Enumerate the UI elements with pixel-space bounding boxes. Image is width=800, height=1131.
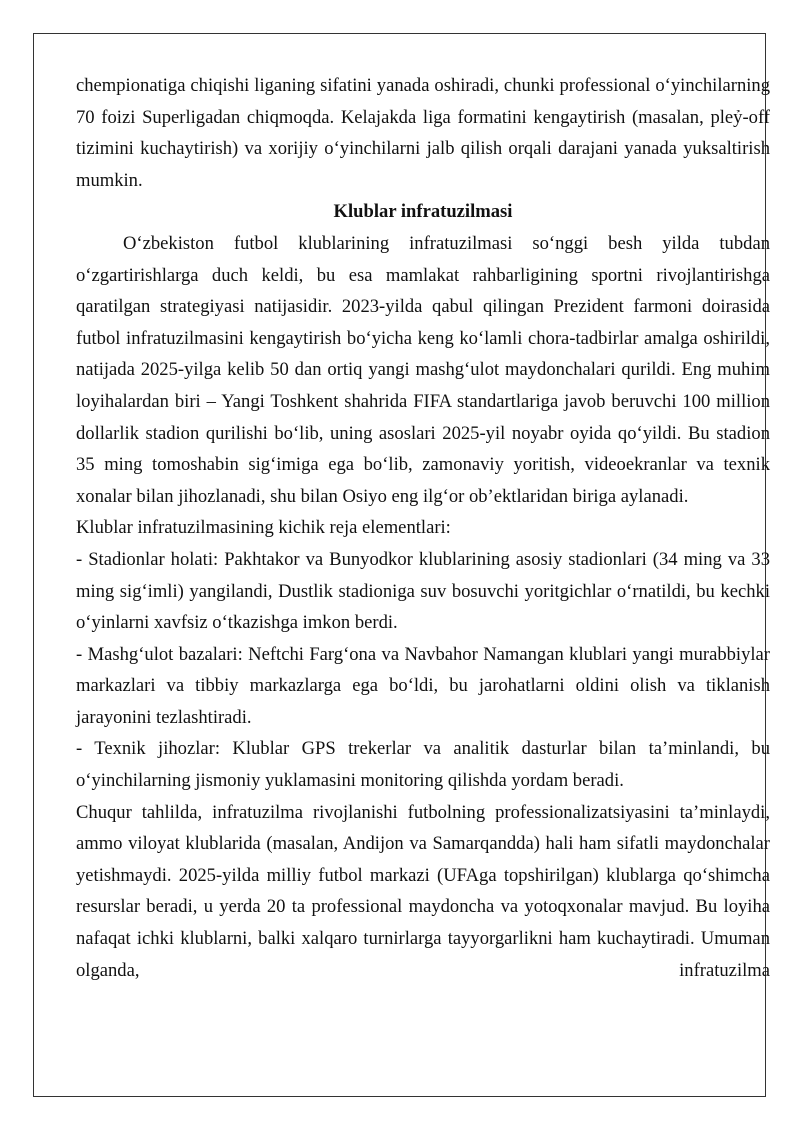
- list-item-training-bases: - Mashg‘ulot bazalari: Neftchi Farg‘ona va Navbahor Namangan klublari yangi murabbiylar markazlari va tibbiy markazlarga ega bo‘ldi, bu jarohatlarni oldini olish va tiklanish jarayonini tezlashtiradi.: [76, 643, 770, 728]
- paragraph-continuation: chempionatiga chiqishi liganing sifatini yanada oshiradi, chunki professional o‘yinchilarning 70 foizi Superligadan chiqmoqda. Kelajakda liga formatini kengaytirish (masalan, pleỷ-off tizimini kuchaytirish) va xorijiy o‘yinchilarni jalb qilish orqali darajani yanada yuksaltirish mumkin.: [76, 75, 770, 191]
- document-body: [76, 70, 770, 986]
- list-item-equipment: - Texnik jihozlar: Klublar GPS trekerlar va analitik dasturlar bilan ta’minlandi, bu o‘yinchilarning jismoniy yuklamasini monitoring qilishda yordam beradi.: [76, 738, 770, 792]
- list-title: Klublar infratuzilmasining kichik reja elementlari:: [76, 517, 451, 539]
- paragraph-intro: O‘zbekiston futbol klublarining infratuzilmasi so‘nggi besh yilda tubdan o‘zgartirishlarga duch keldi, bu esa mamlakat rahbarligining sportni rivojlantirishga qaratilgan strategiyasi natijasidir. 2023-yilda qabul qilingan Prezident farmoni doirasida futbol infratuzilmasini kengaytirish bo‘yicha keng ko‘lamli chora-tadbirlar amalga oshirildi, natijada 2025-yilga kelib 50 dan ortiq yangi mashg‘ulot maydonchalari qurildi. Eng muhim loyihalardan biri – Yangi Toshkent shahrida FIFA standartlariga javob beruvchi 100 million dollarlik stadion qurilishi bo‘lib, uning asoslari 2025-yil noyabr oyida qo‘yildi. Bu stadion 35 ming tomoshabin sig‘imiga ega bo‘lib, zamonaviy yoritish, videoekranlar va texnik xonalar bilan jihozlanadi, shu bilan Osiyo eng ilg‘or ob’ektlaridan biriga aylanadi.: [76, 232, 770, 507]
- paragraph-analysis: Chuqur tahlilda, infratuzilma rivojlanishi futbolning professionalizatsiyasini ta’minlaydi, ammo viloyat klublarida (masalan, Andijon va Samarqandda) hali ham sifatli maydonchalar yetishmaydi. 2025-yilda milliy futbol markazi (UFAga topshirilgan) klublarga qo‘shimcha resurslar beradi, u yerda 20 ta professional maydoncha va yotoqxonalar mavjud. Bu loyiha nafaqat ichki klublarni, balki xalqaro turnirlarga tayyorgarlikni ham kuchaytiradi. Umuman olganda, infratuzilma: [76, 801, 770, 981]
- section-heading: Klublar infratuzilmasi: [333, 201, 513, 223]
- list-item-stadiums: - Stadionlar holati: Pakhtakor va Bunyodkor klublarining asosiy stadionlari (34 ming va 33 ming sig‘imli) yangilandi, Dustlik stadioniga suv bosuvchi yoritgichlar o‘rnatildi, bu kechki o‘yinlarni xavfsiz o‘tkazishga imkon berdi.: [76, 548, 770, 634]
